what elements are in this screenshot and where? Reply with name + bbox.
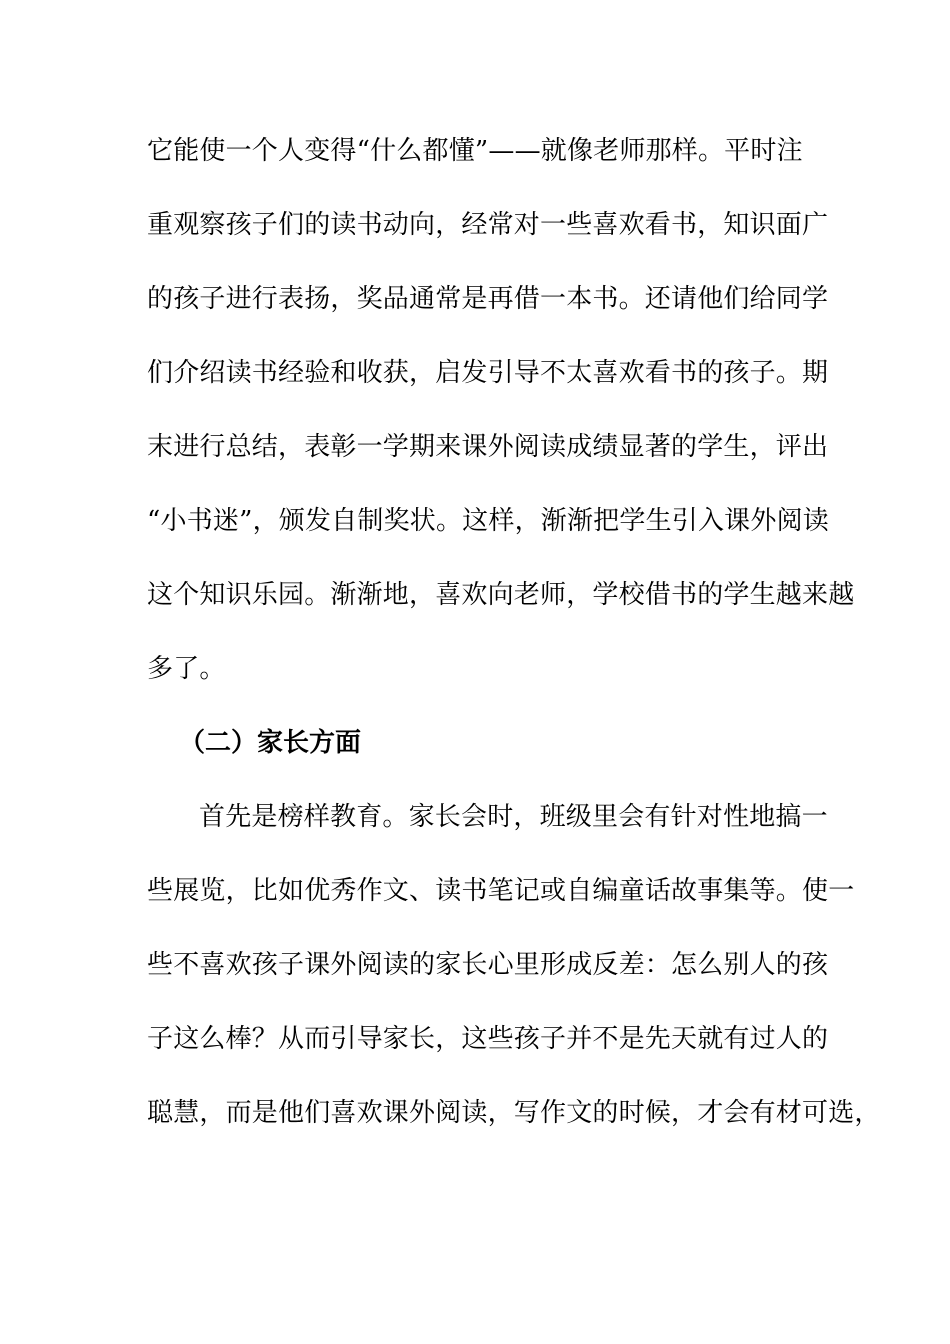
paragraph-line: 子这么棒？从而引导家长，这些孩子并不是先天就有过人的: [147, 1024, 829, 1054]
paragraph-line: 首先是榜样教育。家长会时，班级里会有针对性地搞一: [199, 802, 828, 832]
paragraph-line: 重观察孩子们的读书动向，经常对一些喜欢看书，知识面广: [147, 210, 829, 240]
paragraph-line: 这个知识乐园。渐渐地，喜欢向老师，学校借书的学生越来越: [147, 580, 855, 610]
document-body: [147, 129, 881, 1165]
paragraph-line: 的孩子进行表扬，奖品通常是再借一本书。还请他们给同学: [147, 284, 829, 314]
paragraph-line: 末进行总结，表彰一学期来课外阅读成绩显著的学生，评出: [147, 432, 829, 462]
paragraph-line: 它能使一个人变得“什么都懂”——就像老师那样。平时注: [147, 136, 803, 166]
paragraph-line: 聪慧，而是他们喜欢课外阅读，写作文的时候，才会有材可选，: [147, 1098, 881, 1128]
paragraph-line: 多了。: [147, 654, 226, 684]
section-heading: （二）家长方面: [179, 728, 362, 758]
paragraph-line: 些展览，比如优秀作文、读书笔记或自编童话故事集等。使一: [147, 876, 855, 906]
paragraph-line: 们介绍读书经验和收获，启发引导不太喜欢看书的孩子。期: [147, 358, 829, 388]
paragraph-line: “小书迷”，颁发自制奖状。这样，渐渐把学生引入课外阅读: [147, 506, 829, 536]
paragraph-line: 些不喜欢孩子课外阅读的家长心里形成反差：怎么别人的孩: [147, 950, 829, 980]
paragraph-1: [147, 129, 855, 721]
paragraph-2: [147, 795, 881, 1165]
